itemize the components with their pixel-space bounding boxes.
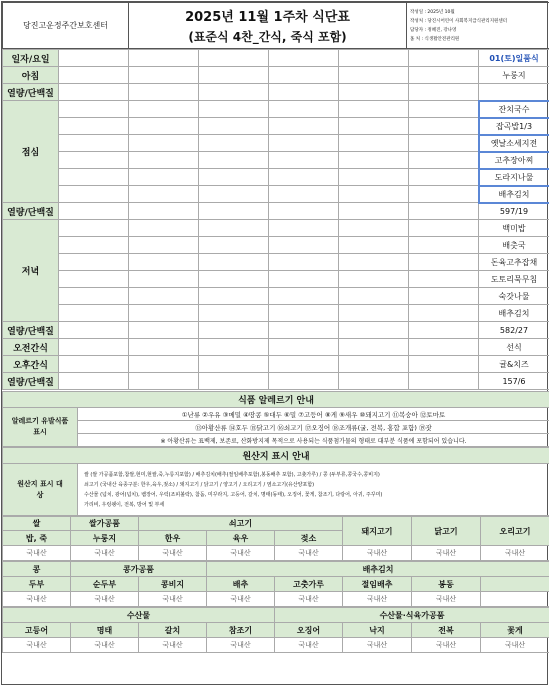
origin-sub: 봉동 <box>412 577 481 592</box>
origin-header: 돼지고기 <box>343 517 412 546</box>
origin-header: 오리고기 <box>481 517 549 546</box>
origin-header: 콩 <box>3 562 71 577</box>
snack-nutrition-label: 열량/단백질 <box>3 373 59 390</box>
lunch-item: 고추장아찌 <box>479 152 549 169</box>
meta-line: 담당자 : 정혜진, 강나영 <box>410 27 457 33</box>
breakfast-item: 누룽지 <box>479 67 549 84</box>
header-table <box>2 2 549 49</box>
origin-value: 국내산 <box>3 638 71 653</box>
lunch-item: 옛날소세지전 <box>479 135 549 152</box>
breakfast-nutrition-label: 열량/단백질 <box>3 84 59 101</box>
origin-value: 국내산 <box>412 592 481 607</box>
origin-header: 수산물 <box>3 608 275 623</box>
origin-sub: 고등어 <box>3 623 71 638</box>
snack-nutrition-value: 157/6 <box>479 373 549 390</box>
origin-header: 콩가공품 <box>71 562 207 577</box>
origin-value: 국내산 <box>139 638 207 653</box>
origin-table-3 <box>2 607 549 653</box>
origin-value: 국내산 <box>139 592 207 607</box>
origin-label: 원산지 표시 대상 <box>3 464 78 516</box>
origin-sub: 젖소 <box>275 531 343 546</box>
origin-header: 쇠고기 <box>139 517 343 531</box>
dinner-item: 배춧국 <box>479 237 549 254</box>
origin-value: 국내산 <box>343 546 412 561</box>
allergy-table <box>2 391 549 447</box>
origin-value: 국내산 <box>3 546 71 561</box>
origin-value: 국내산 <box>343 638 412 653</box>
dinner-nutrition-label: 열량/단백질 <box>3 322 59 339</box>
origin-sub: 밥, 죽 <box>3 531 71 546</box>
allergy-label: 알레르기 유발식품 표시 <box>3 408 78 447</box>
origin-sub: 누룽지 <box>71 531 139 546</box>
origin-value: 국내산 <box>275 592 343 607</box>
origin-line: 가리비, 우렁쉥이, 전복, 방어 및 부세 <box>84 501 165 508</box>
origin-sub: 한우 <box>139 531 207 546</box>
origin-sub: 갈치 <box>139 623 207 638</box>
origin-line: 쇠고기 (국내산 육종구분: 한우,육우,젖소) / 돼지고기 / 닭고기 / 양고기 / 오리고기 / 염소고기(유산양포함) <box>84 481 315 488</box>
origin-value: 국내산 <box>71 638 139 653</box>
origin-header: 배추김치 <box>207 562 549 577</box>
pm-snack-label: 오후간식 <box>3 356 59 373</box>
lunch-nutrition-value: 597/19 <box>479 203 549 220</box>
origin-sub: 육우 <box>207 531 275 546</box>
dinner-item: 도토리묵무침 <box>479 271 549 288</box>
origin-header: 쌀가공품 <box>71 517 139 531</box>
dinner-item: 배추김치 <box>479 305 549 322</box>
meta-line: 작성일 : 2025년 10월 <box>410 9 455 15</box>
origin-value: 국내산 <box>412 546 481 561</box>
origin-desc <box>78 464 549 516</box>
origin-sub: 명태 <box>71 623 139 638</box>
origin-header: 닭고기 <box>412 517 481 546</box>
meta-line: 작성처 : 당진시어린이 사회복지급식관리지원센터 <box>410 18 508 24</box>
allergy-line: ⑬아황산류 ⑭호두 ⑮닭고기 ⑯쇠고기 ⑰오징어 ⑱조개류(굴, 전복, 홍합 포함) ⑲잣 <box>78 421 549 434</box>
origin-table <box>2 447 549 516</box>
origin-sub: 참조기 <box>207 623 275 638</box>
am-snack-value: 선식 <box>479 339 549 356</box>
meta-line: 홈 처 : 식생활안전관리원 <box>410 36 460 42</box>
origin-table-2 <box>2 561 549 607</box>
allergy-line: ①난류 ②우유 ③메밀 ④땅콩 ⑤대두 ⑥밀 ⑦고등어 ⑧게 ⑨새우 ⑩돼지고기 ⑪복숭아 ⑫토마토 <box>78 408 549 421</box>
org-name: 당진고운정주간보호센터 <box>3 3 129 49</box>
origin-value: 국내산 <box>343 592 412 607</box>
origin-header: 쌀 <box>3 517 71 531</box>
menu-table <box>2 49 549 390</box>
origin-line: 쌀 (쌀 가공품포함,찹쌀,현미,현쌀,죽,누룽지포함) / 배추김치(배추(절임배추포함),봉동배추 포함), 고춧가루) / 콩 (두부류,콩국수,콩비지) <box>84 471 380 478</box>
lunch-nutrition-label: 열량/단백질 <box>3 203 59 220</box>
origin-value: 국내산 <box>481 638 549 653</box>
origin-value: 국내산 <box>207 592 275 607</box>
origin-title: 원산지 표시 안내 <box>3 448 549 464</box>
origin-header: 수산물·식육가공품 <box>275 608 549 623</box>
lunch-item: 잡곡밥1/3 <box>479 118 549 135</box>
meta-cell <box>407 3 549 49</box>
dinner-item: 숙갓나물 <box>479 288 549 305</box>
dinner-label: 저녁 <box>3 220 59 322</box>
origin-value: 국내산 <box>71 592 139 607</box>
allergy-note: ※ 아황산류는 표백제, 보존료, 산화방지제 목적으로 사용되는 식품첨가물의 형태로 대부분 식품에 포함되어 있습니다. <box>78 434 549 447</box>
origin-value: 국내산 <box>3 592 71 607</box>
breakfast-nutrition-value <box>479 84 549 101</box>
lunch-item: 도라지나물 <box>479 169 549 186</box>
page-title: 2025년 11월 1주차 식단표 <box>185 10 350 25</box>
meal-plan-sheet <box>1 1 548 685</box>
origin-value: 국내산 <box>139 546 207 561</box>
origin-sub: 순두부 <box>71 577 139 592</box>
dinner-item: 돈육고추잡채 <box>479 254 549 271</box>
page-subtitle: (표준식 4찬_간식, 죽식 포함) <box>188 30 347 44</box>
origin-sub: 절임배추 <box>343 577 412 592</box>
origin-value: 국내산 <box>71 546 139 561</box>
origin-value: 국내산 <box>207 546 275 561</box>
origin-sub: 전복 <box>412 623 481 638</box>
origin-sub: 콩비지 <box>139 577 207 592</box>
origin-sub: 오징어 <box>275 623 343 638</box>
am-snack-label: 오전간식 <box>3 339 59 356</box>
lunch-item: 잔치국수 <box>479 101 549 118</box>
day-header-label: 일자/요일 <box>3 50 59 67</box>
origin-value: 국내산 <box>481 546 549 561</box>
origin-value: 국내산 <box>275 638 343 653</box>
origin-table-1 <box>2 516 549 561</box>
origin-sub: 두부 <box>3 577 71 592</box>
dinner-item: 백미밥 <box>479 220 549 237</box>
origin-sub: 고춧가루 <box>275 577 343 592</box>
origin-value: 국내산 <box>412 638 481 653</box>
origin-value: 국내산 <box>207 638 275 653</box>
origin-sub: 낙지 <box>343 623 412 638</box>
title-cell <box>129 3 407 49</box>
lunch-item: 배추김치 <box>479 186 549 203</box>
origin-sub: 배추 <box>207 577 275 592</box>
origin-sub: 꽃게 <box>481 623 549 638</box>
origin-line: 수산물 (넙치, 광어(넙치), 뱀장어, 우럭(조피볼락), 참돔, 미꾸라지, 고등어, 갈치, 명태(동태), 오징어, 꽃게, 참조기, 다랑어, 아귀, 주꾸미) <box>84 491 383 498</box>
dinner-nutrition-value: 582/27 <box>479 322 549 339</box>
allergy-title: 식품 알레르기 안내 <box>3 392 549 408</box>
pm-snack-value: 귤&치즈 <box>479 356 549 373</box>
lunch-label: 점심 <box>3 101 59 203</box>
origin-value: 국내산 <box>275 546 343 561</box>
day-header-saturday: 01(토)일품식 <box>479 50 549 67</box>
breakfast-label: 아침 <box>3 67 59 84</box>
